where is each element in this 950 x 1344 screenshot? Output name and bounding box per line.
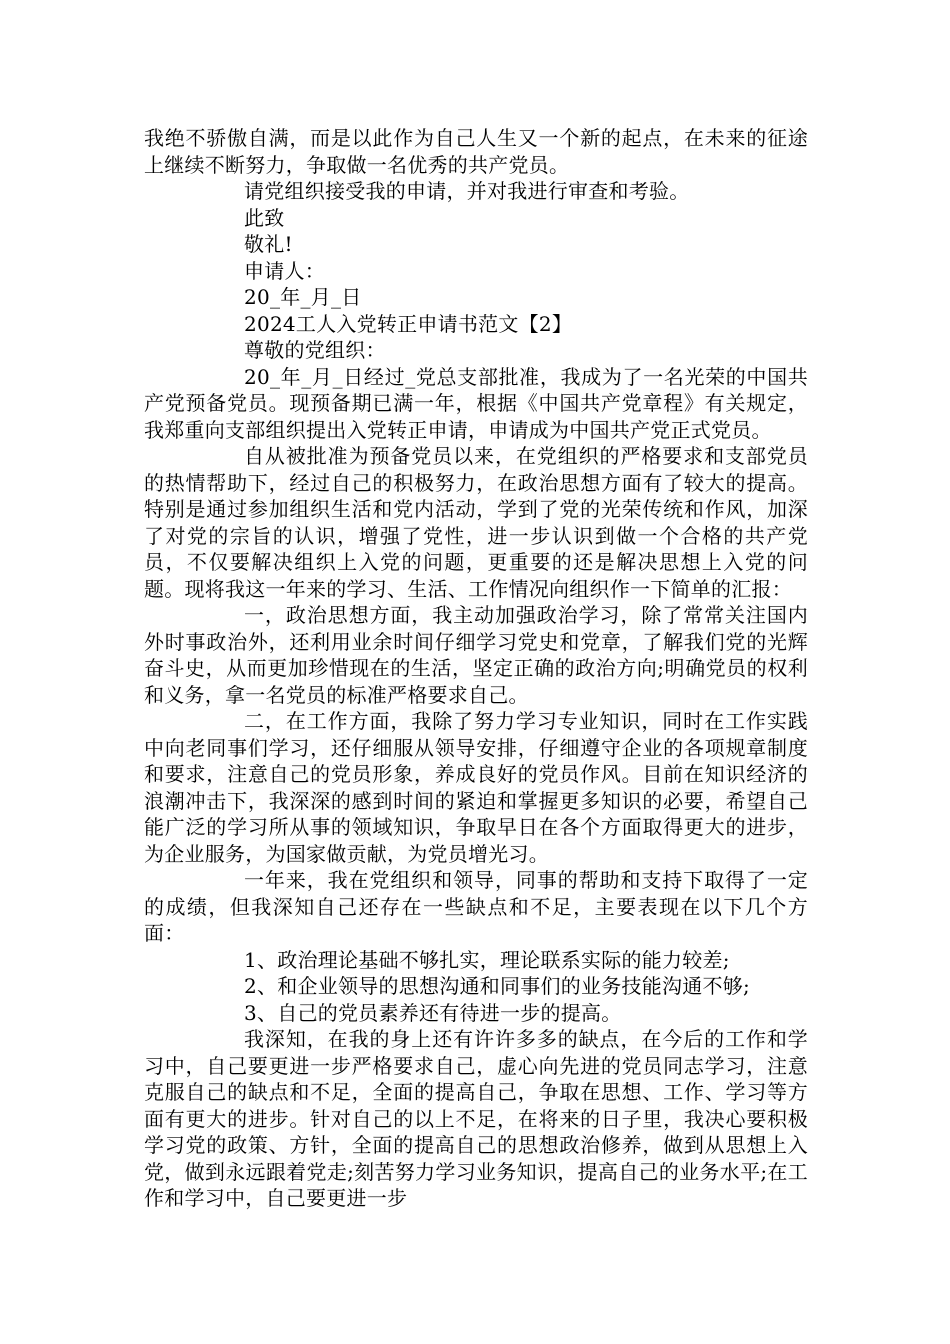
list-item-1: 1、政治理论基础不够扎实，理论联系实际的能力较差; (244, 947, 730, 972)
paragraph-resolution: 我深知，在我的身上还有许许多多的缺点，在今后的工作和学习中，自己要更进一步严格要求自己，虚心向先进的党员同志学习，注意克服自己的缺点和不足，全面的提高自己，争取在思想、工作、学习等方面有更大的进步。针对自己的以上不足，在将来的日子里，我决心要积极学习党的政策、方针，全面的提高自己的思想政治修养，做到从思想上入党，做到永远跟着党走;刻苦努力学习业务知识，提高自己的业务水平;在工作和学习中，自己要更进一步 (144, 1027, 808, 1210)
paragraph-work: 二，在工作方面，我除了努力学习专业知识，同时在工作实践中向老同事们学习，还仔细服从领导安排，仔细遵守企业的各项规章制度和要求，注意自己的党员形象，养成良好的党员作风。目前在知识经济的浪潮冲击下，我深深的感到时间的紧迫和掌握更多知识的必要，希望自己能广泛的学习所从事的领域知识，争取早日在各个方面取得更大的进步，为企业服务，为国家做贡献，为党员增光习。 (144, 709, 808, 866)
salutation-cizhi: 此致 (244, 205, 285, 230)
paragraph-political: 一，政治思想方面，我主动加强政治学习，除了常常关注国内外时事政治外，还利用业余时间仔细学习党史和党章，了解我们党的光辉奋斗史，从而更加珍惜现在的生活，坚定正确的政治方向;明确党员的权利和义务，拿一名党员的标准严格要求自己。 (144, 603, 808, 707)
paragraph-shortcomings-intro: 一年来，我在党组织和领导，同事的帮助和支持下取得了一定的成绩，但我深知自己还存在一些缺点和不足，主要表现在以下几个方面： (144, 868, 808, 945)
section-title: 2024工人入党转正申请书范文【2】 (244, 311, 573, 336)
salutation-jingli: 敬礼! (244, 232, 293, 256)
list-item-2: 2、和企业领导的思想沟通和同事们的业务技能沟通不够; (244, 974, 750, 998)
greeting-line: 尊敬的党组织： (244, 338, 386, 362)
paragraph-progress: 自从被批准为预备党员以来，在党组织的严格要求和支部党员的热情帮助下，经过自己的积极努力，在政治思想方面有了较大的提高。特别是通过参加组织生活和党内活动，学到了党的光荣传统和作风，加深了对党的宗旨的认识，增强了党性，进一步认识到做一个合格的共产党员，不仅要解决组织上入党的问题，更重要的还是解决思想上入党的问题。现将我这一年来的学习、生活、工作情况向组织作一下简单的汇报： (144, 444, 808, 601)
applicant-label: 申请人： (244, 258, 325, 283)
paragraph-intro: 20_年_月_日经过_党总支部批准，我成为了一名光荣的中国共产党预备党员。现预备期已满一年，根据《中国共产党章程》有关规定，我郑重向支部组织提出入党转正申请，申请成为中国共产党正式党员。 (144, 364, 808, 442)
request-review-line: 请党组织接受我的申请，并对我进行审查和考验。 (244, 179, 690, 203)
date-line: 20_年_月_日 (244, 285, 362, 309)
list-item-3: 3、自己的党员素养还有待进一步的提高。 (244, 1000, 622, 1025)
paragraph-closing-statement: 我绝不骄傲自满，而是以此作为自己人生又一个新的起点，在未来的征途上继续不断努力，争取做一名优秀的共产党员。 (144, 126, 808, 177)
document-body (144, 125, 808, 1212)
